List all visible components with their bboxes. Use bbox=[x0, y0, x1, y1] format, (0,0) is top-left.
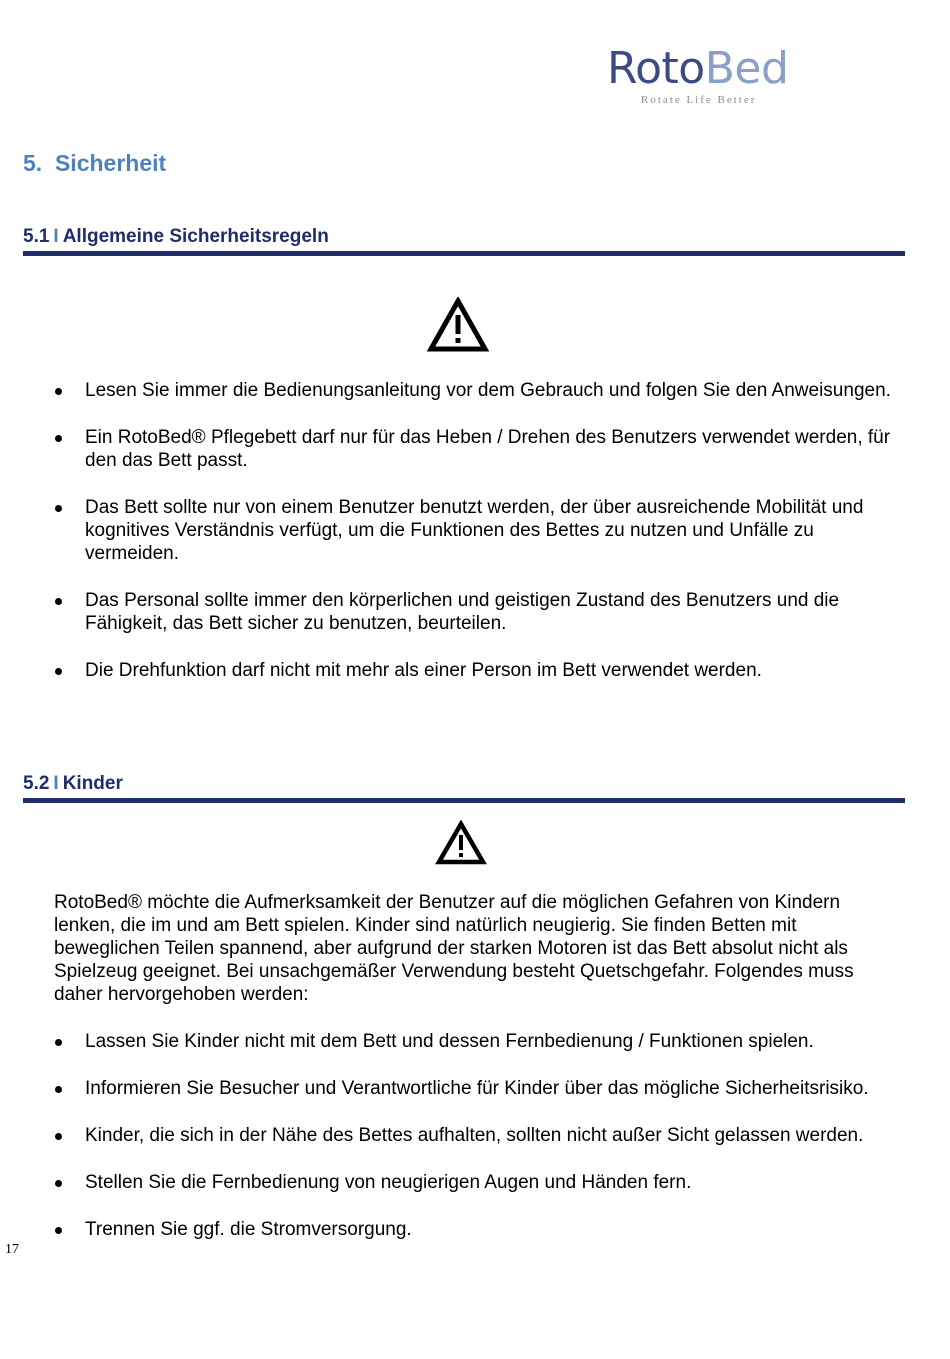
list-item bbox=[52, 589, 912, 635]
logo-tagline: Rotate Life Better bbox=[641, 94, 757, 106]
list-item-text: Das Personal sollte immer den körperlichen und geistigen Zustand des Benutzers und die Fähigkeit, das Bett sicher zu benutzen, beurteilen. bbox=[85, 590, 840, 634]
list-item-text: Lassen Sie Kinder nicht mit dem Bett und dessen Fernbedienung / Funktionen spielen. bbox=[85, 1031, 814, 1052]
list-item bbox=[52, 659, 912, 682]
bullet-icon bbox=[55, 598, 62, 605]
children-rules-list bbox=[52, 1030, 922, 1241]
bullet-icon bbox=[55, 1133, 62, 1140]
section-rule bbox=[23, 798, 905, 803]
logo-word-roto: Roto bbox=[607, 43, 705, 94]
bullet-icon bbox=[55, 1039, 62, 1046]
warning-triangle-icon bbox=[427, 297, 489, 353]
list-item-text: Informieren Sie Besucher und Verantwortliche für Kinder über das mögliche Sicherheitsrisiko. bbox=[85, 1078, 869, 1099]
list-item bbox=[52, 1077, 922, 1100]
page-number: 17 bbox=[5, 1242, 19, 1257]
list-item-text: Lesen Sie immer die Bedienungsanleitung vor dem Gebrauch und folgen Sie den Anweisungen. bbox=[85, 380, 891, 401]
list-item-text: Trennen Sie ggf. die Stromversorgung. bbox=[85, 1219, 412, 1240]
list-item-text: Kinder, die sich in der Nähe des Bettes aufhalten, sollten nicht außer Sicht gelassen werden. bbox=[85, 1125, 864, 1146]
section-rule bbox=[23, 251, 905, 256]
list-item bbox=[52, 426, 912, 472]
list-item bbox=[52, 1124, 922, 1147]
chapter-number: 5. bbox=[23, 150, 43, 176]
list-item-text: Stellen Sie die Fernbedienung von neugierigen Augen und Händen fern. bbox=[85, 1172, 692, 1193]
rotobed-logo bbox=[607, 44, 807, 114]
section-separator: I bbox=[53, 226, 59, 247]
section-separator: I bbox=[53, 773, 59, 794]
list-item bbox=[52, 496, 912, 565]
list-item bbox=[52, 1171, 922, 1194]
chapter-title-text: Sicherheit bbox=[54, 150, 167, 176]
bullet-icon bbox=[55, 668, 62, 675]
bullet-icon bbox=[55, 1180, 62, 1187]
list-item-text: Ein RotoBed® Pflegebett darf nur für das Heben / Drehen des Benutzers verwendet werden, für den das Bett passt. bbox=[85, 427, 891, 471]
bullet-icon bbox=[55, 1086, 62, 1093]
safety-rules-list bbox=[52, 379, 912, 682]
logo-word-bed: Bed bbox=[704, 43, 789, 94]
list-item bbox=[52, 1218, 922, 1241]
warning-triangle-icon bbox=[435, 820, 487, 866]
section-heading-5-2 bbox=[23, 773, 123, 795]
bullet-icon bbox=[55, 505, 62, 512]
section-number: 5.1 bbox=[23, 226, 50, 247]
logo-wordmark bbox=[607, 44, 788, 94]
list-item-text: Das Bett sollte nur von einem Benutzer benutzt werden, der über ausreichende Mobilität und kognitives Verständnis verfügt, um die Funktionen des Bettes zu nutzen und Unfälle zu vermeiden. bbox=[85, 497, 864, 564]
bullet-icon bbox=[55, 388, 62, 395]
list-item-text: Die Drehfunktion darf nicht mit mehr als einer Person im Bett verwendet werden. bbox=[85, 660, 762, 681]
bullet-icon bbox=[55, 435, 62, 442]
section-title: Kinder bbox=[62, 773, 123, 794]
section-heading-5-1 bbox=[23, 226, 329, 248]
section-title: Allgemeine Sicherheitsregeln bbox=[62, 226, 329, 247]
bullet-icon bbox=[55, 1227, 62, 1234]
chapter-title bbox=[23, 150, 166, 177]
list-item bbox=[52, 379, 912, 402]
children-warning-paragraph: RotoBed® möchte die Aufmerksamkeit der Benutzer auf die möglichen Gefahren von Kindern lenken, die im und am Bett spielen. Kinder sind natürlich neugierig. Sie finden Betten mit beweglichen Teilen spannend, aber aufgrund der starken Motoren ist das Bett absolut nicht als Spielzeug geeignet. Bei unsachgemäßer Verwendung besteht Quetschgefahr. Folgendes muss daher hervorgehoben werden: bbox=[54, 892, 854, 1005]
list-item bbox=[52, 1030, 922, 1053]
section-number: 5.2 bbox=[23, 773, 50, 794]
